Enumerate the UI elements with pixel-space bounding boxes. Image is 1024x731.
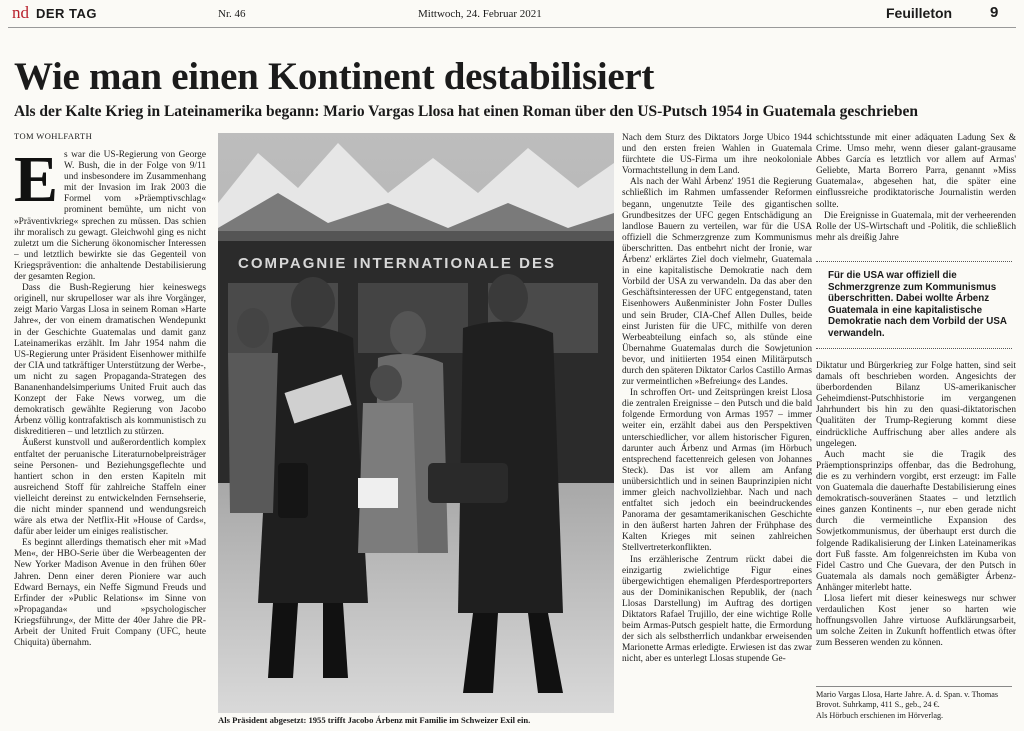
paragraph-13: Llosa liefert mit dieser keineswegs nur schwer verdaulichen Kost jener so harten wie hoffnungsvollen Jahre virtuose Aufklärungsarbeit, um solche Zeiten in Zukunft hoffentlich etwas öfter zum Besseren wenden zu können. [816, 593, 1016, 649]
paragraph-2: Dass die Bush-Regierung hier keineswegs originell, nur skrupelloser war als ihre Vorgänger, zeigt Mario Vargas Llosa in seinem Roman »Harte Jahre«, der von einem dramatischen Wendepunkt in der Geschichte Guatemalas und damit ganz Lateinamerikas erzählt. Im Jahr 1954 nahm die US-Regierung unter Präsident Eisenhower mithilfe der CIA und tatkräftiger Unterstützung der Werbe-, um nicht zu sagen Propaganda-Strategen des Bananenhandelsimperiums United Fruit auch das Konzept der Fake News vorweg, um die demokratisch gewählte Regierung von Jacobo Árbenz völlig kontrafaktisch als kommunistisch zu diskreditieren – und letztlich zu stürzen. [14, 283, 206, 438]
book-info [816, 690, 1016, 721]
paragraph-12: Auch macht sie die Tragik des Präemptionsprinzips offenbar, das die Bedrohung, die es zu verhindern vorgibt, erst erzeugt: im Falle von Guatemala die dauerhafte Destabilisierung eines demokratisch-souveränen Staates – und letztlich eines ganzen Kontinents –, nur eben gerade nicht durch die vermeintliche Expansion des Sowjetkommunismus, der überhaupt erst durch die folgende Radikalisierung der Linken Lateinamerikas dort Fuß fasste. Am folgenreichsten im Kuba von Fidel Castro und Che Guevara, der den Putsch in Guatemala als damals noch gemäßigter Árbenz-Anhänger miterlebt hatte. [816, 449, 1016, 593]
article-photo [218, 133, 614, 713]
photo-caption: Als Präsident abgesetzt: 1955 trifft Jacobo Árbenz mit Familie im Schweizer Exil ein. [218, 715, 531, 725]
article-author: TOM WOHLFARTH [14, 131, 93, 141]
drop-cap: E [14, 150, 59, 216]
section-label: DER TAG [36, 6, 98, 21]
article-headline: Wie man einen Kontinent destabilisiert [14, 55, 655, 98]
department-label: Feuilleton [886, 5, 953, 21]
paragraph-3: Äußerst kunstvoll und außerordentlich komplex entfaltet der peruanische Literaturnobelpreisträger seine Personen- und Beziehungsgeflechte und hantiert schon in den ersten Kapiteln mit ausreichend Stoff für zahlreiche Staffeln einer vielleicht dereinst zu entwickelnden Fernsehserie, die nicht minder spannend und wendungsreich wäre als etwa der Netflix-Hit »House of Cards«, dafür aber leider um einiges realistischer. [14, 438, 206, 538]
paragraph-5: Nach dem Sturz des Diktators Jorge Ubico 1944 und den ersten freien Wahlen in Guatemala fürchtete die US-Firma um ihre neokoloniale Vormachtstellung in dem Land. [622, 133, 812, 177]
paragraph-7: In schroffen Ort- und Zeitsprüngen kreist Llosa die zentralen Ereignisse – den Putsch und die bald folgende Ermordung von Armas 1957 – immer weiter ein, erzählt dabei aus den Perspektiven unterschiedlicher, vor allem historischer Figuren, darunter auch Árbenz und Armas (im Hörbuch entsprechend facettenreich gelesen von Johannes Steck). Das ist vor allem am Anfang unübersichtlich und in seinen Bauprinzipien nicht immer gleich nachvollziehbar. Nach und nach entfaltet sich jedoch ein beeindruckendes Panorama der gesamtamerikanischen Geschichte in den äußerst harten Jahren der Frühphase des Kalten Krieges mit seinen zahlreichen Stellvertreterkonflikten. [622, 388, 812, 554]
issue-number: Nr. 46 [218, 8, 246, 20]
paragraph-9: schichtsstunde mit einer adäquaten Ladung Sex & Crime. Umso mehr, wenn dieser galant-grausame Abbes García es letztlich vor allem auf Armas' Geliebte, Marta Borrero Parra, genannt »Miss Guatemala«, abgesehen hat, die später eine einflussreiche prodiktatorische Journalistin werden sollte. [816, 133, 1016, 210]
paragraph-10: Die Ereignisse in Guatemala, mit der verheerenden Rolle der US-Wirtschaft und -Politik, die schließlich mehr als dreißig Jahre [816, 210, 1016, 243]
wagon-lettering: COMPAGNIE INTERNATIONALE DES [238, 255, 556, 272]
article-column-1 [14, 150, 206, 728]
paragraph-8: Ins erzählerische Zentrum rückt dabei die einzigartig zwielichtige Figur eines übergewichtigen ehemaligen Pferdesportreporters aus der Dominikanischen Republik, der (nach Llosas Darstellung) im Auftrag des dortigen Diktators Rafael Trujillo, der eine wichtige Rolle beim Armas-Putsch gespielt hatte, die Ermordung der sich als selbstherrlich undankbar erweisenden Marionette Armas erledigte. Erwiesen ist das zwar nicht, aber es unterlegt Llosas stupende Ge- [622, 554, 812, 665]
newspaper-logo: nd [12, 3, 29, 22]
article-column-3 [622, 133, 812, 729]
paragraph-6: Als nach der Wahl Árbenz' 1951 die Regierung schließlich im Rahmen umfassender Reformen begann, ungenutzte Teile des gigantischen Grundbesitzes der UFC gegen Entschädigung an landlose Bauern zu verteilen, war für die USA offiziell die Schmerzgrenze zum Kommunismus überschritten. Das entbehrt nicht der Ironie, war Árbenz' erklärtes Ziel doch vielmehr, Guatemala in eine kapitalistische Demokratie nach dem Vorbild der USA zu verwandeln. Da das aber den Geschäftsinteressen der UFC entgegenstand, taten Eisenhowers Außenminister John Foster Dulles und sein Bruder, CIA-Chef Allen Dulles, beide einst Juristen für die UFC, mithilfe von deren Werbeabteilung einfach so, als stünde eine Übernahme Guatemalas durch die Sowjetunion bevor, und initiierten 1954 einen Militärputsch durch den späteren Diktator Carlos Castillo Armas zur vermeintlichen »Befreiung« des Landes. [622, 177, 812, 388]
issue-date: Mittwoch, 24. Februar 2021 [418, 8, 542, 20]
article-column-4 [816, 133, 1016, 249]
photo-illustration [218, 133, 614, 713]
audiobook-note: Als Hörbuch erschienen im Hörverlag. [816, 710, 944, 720]
page-number: 9 [990, 4, 999, 21]
article-column-4-continued [816, 361, 1016, 685]
paragraph-1: Es war die US-Regierung von George W. Bush, die in der Folge von 9/11 und insbesondere im Zusammenhang mit der Invasion im Irak 2003 die Formel vom »Präemptivschlag« prominent bemühte, um nicht von »Präventivkrieg« sprechen zu müssen. Das schien ihr moralisch zu gewagt. Gleichwohl ging es nicht zuletzt um die Sicherung ökonomischer Interessen – und letztlich bewirkte sie das Gegenteil von Kriegsprävention: die anhaltende Destabilisierung der gesamten Region. [14, 150, 206, 283]
book-info-divider [816, 686, 1012, 687]
paragraph-4: Es beginnt allerdings thematisch eher mit »Mad Men«, der HBO-Serie über die Werbeagenten der New Yorker Madison Avenue in den frühen 60er Jahren. Denn einer deren Pioniere war auch Edward Bernays, ein Neffe Sigmund Freuds und Erfinder der »Public Relations« im Sinne von »Propaganda« und »psychologischer Kriegsführung«, der Mitte der 40er Jahre die PR-Arbeit der United Fruit Company (UFC, heute Chiquita) übernahm. [14, 538, 206, 649]
pull-quote-box [816, 261, 1012, 349]
book-details: Mario Vargas Llosa, Harte Jahre. A. d. Span. v. Thomas Brovot. Suhrkamp, 411 S., geb., 24 €. [816, 690, 999, 710]
paragraph-11: Diktatur und Bürgerkrieg zur Folge hatten, sind seit damals oft beschrieben worden. Angesichts der überbordenden Bilanz US-amerikanischer Geheimdienst-Putschhistorie im vergangenen Jahrhundert bis hin zu den quasi-diktatorischen Qualitäten der Trump-Regierung kommt diese eindrückliche Auffrischung aber alles andere als ungelegen. [816, 361, 1016, 449]
article-subhead: Als der Kalte Krieg in Lateinamerika begann: Mario Vargas Llosa hat einen Roman über den US-Putsch 1954 in Guatemala geschrieben [14, 103, 919, 120]
masthead-divider [8, 27, 1016, 28]
pull-quote: Für die USA war offiziell die Schmerzgrenze zum Kommunismus überschritten. Dabei wollte Árbenz Guatemala in eine kapitalistische Demokratie nach dem Vorbild der USA verwandeln. [828, 270, 1007, 339]
